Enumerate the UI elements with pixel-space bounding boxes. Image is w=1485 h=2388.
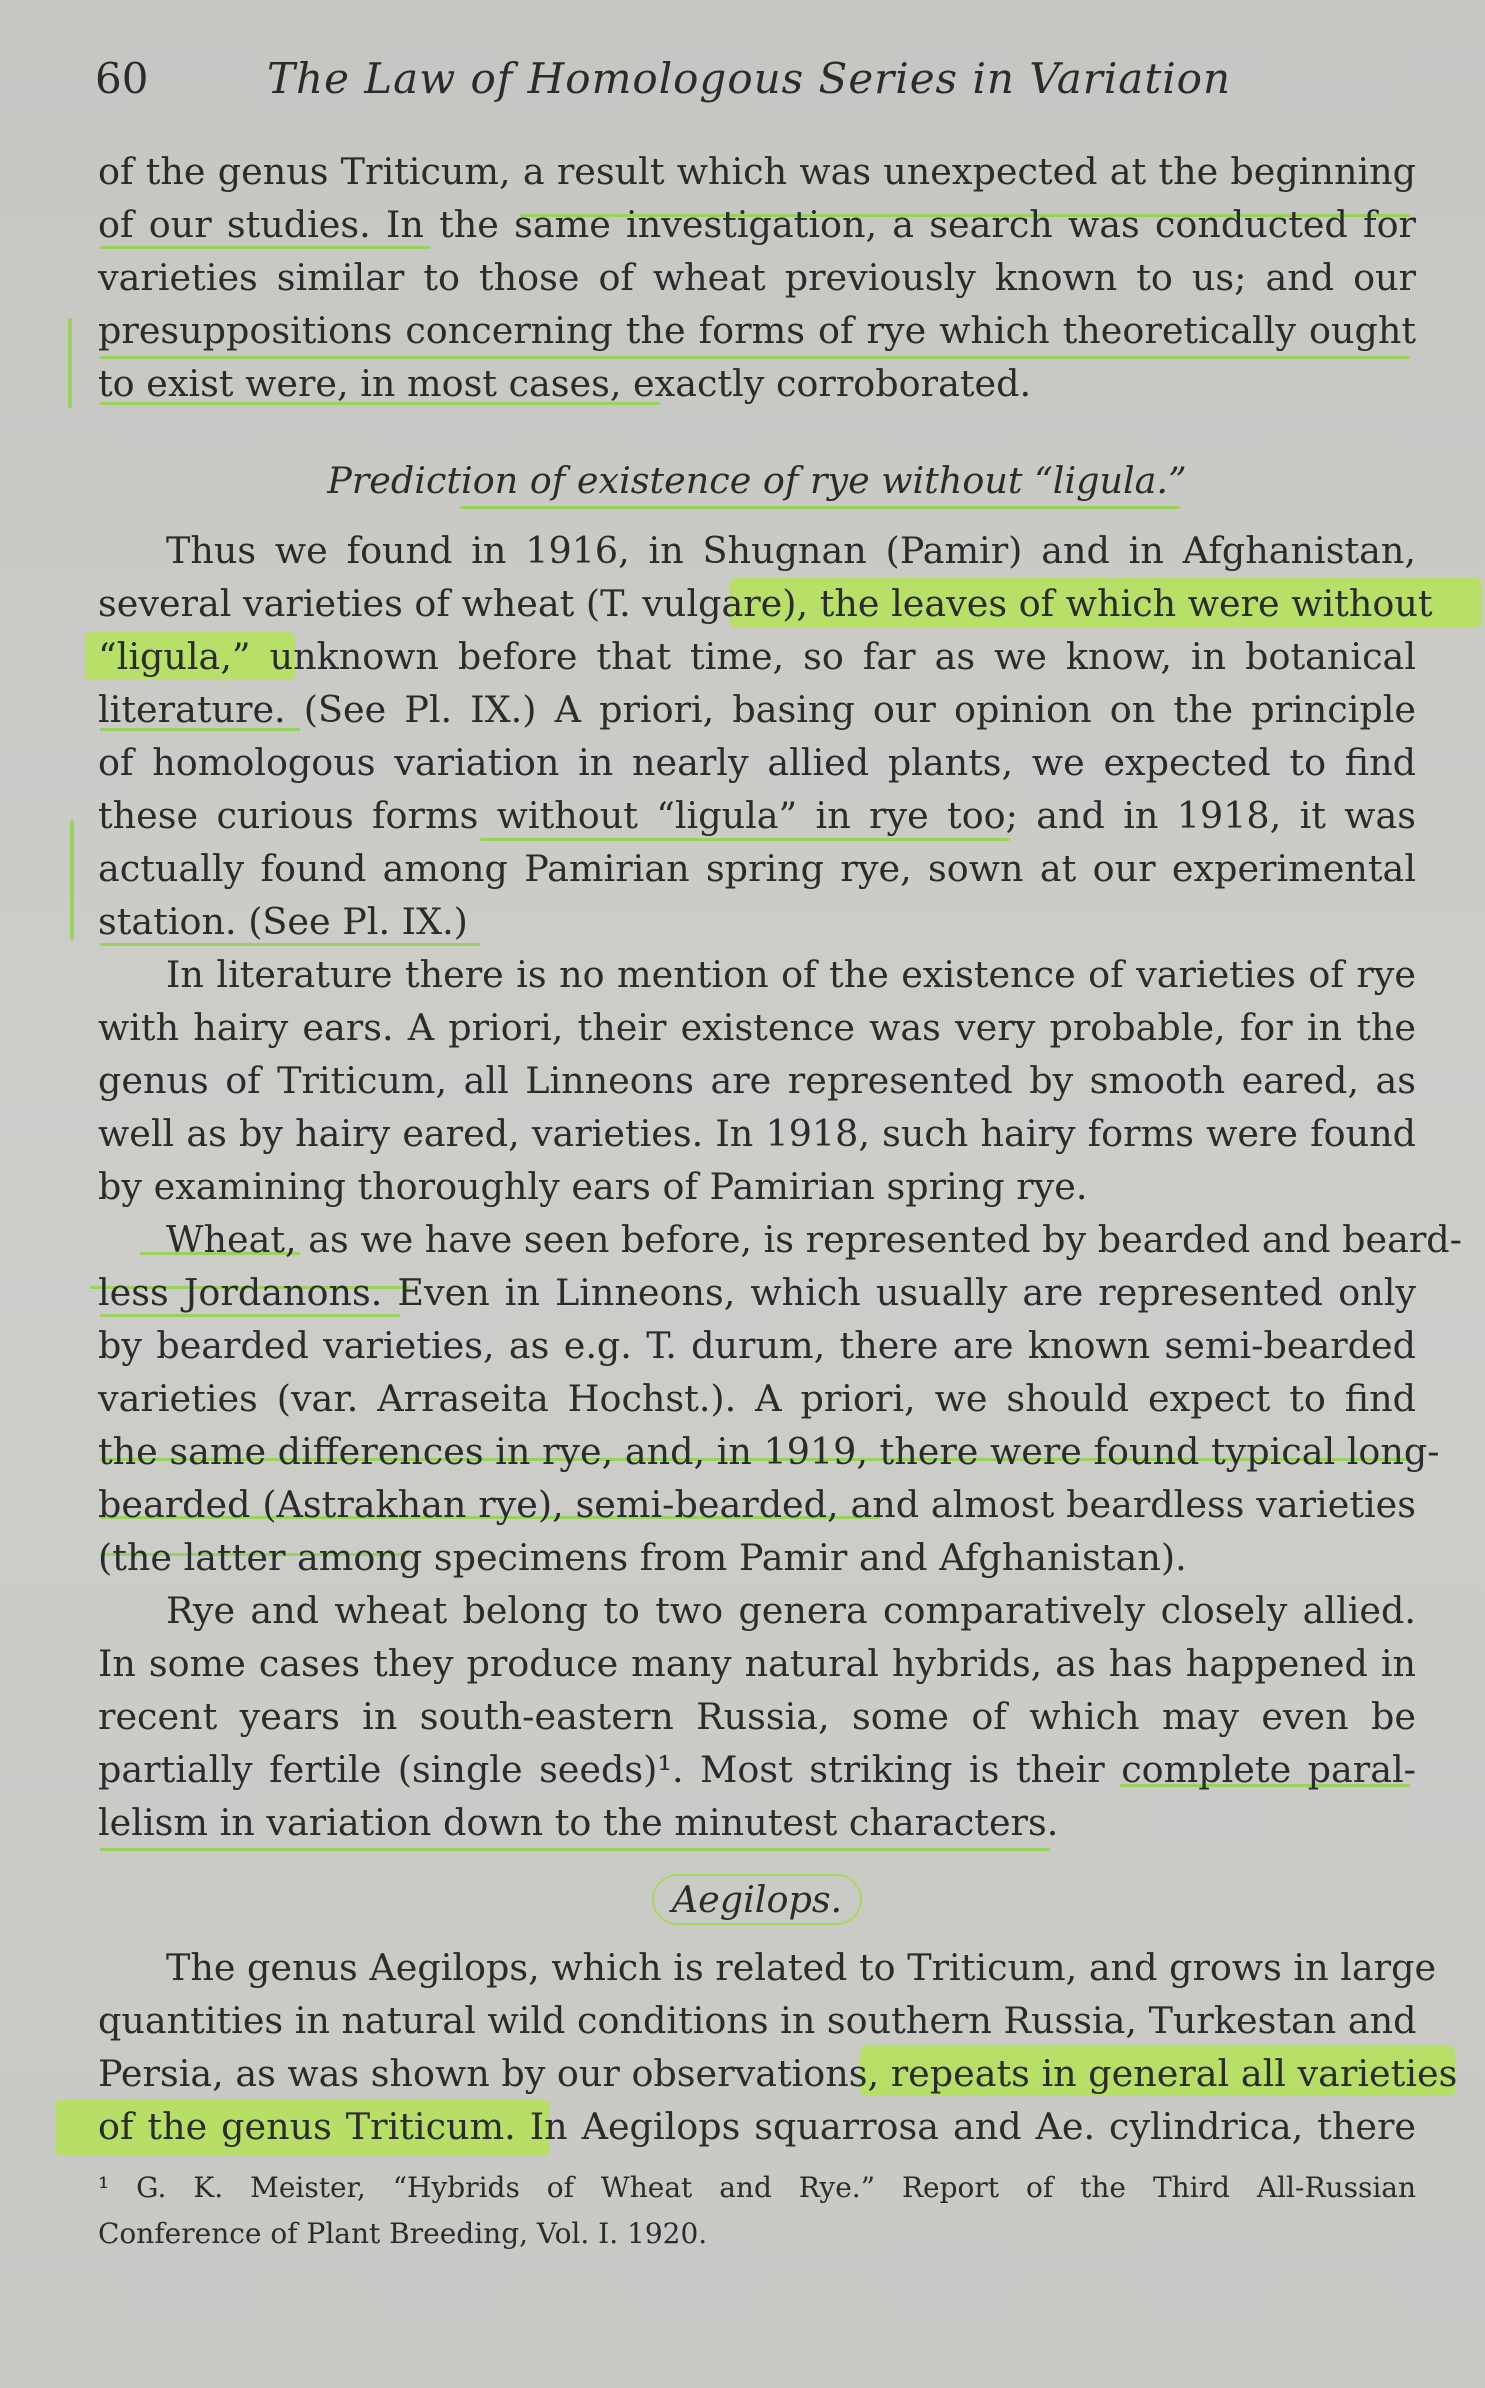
text-line: varieties (var. Arraseita Hochst.). A priori, we should expect to find xyxy=(98,1377,1416,1420)
text-line: of the genus Triticum. In Aegilops squarrosa and Ae. cylindrica, there xyxy=(98,2105,1416,2148)
text-line: of homologous variation in nearly allied plants, we expected to find xyxy=(98,741,1416,784)
section-heading-rye-without-ligula: Prediction of existence of rye without “ligula.” xyxy=(327,459,1187,502)
text-line: of the genus Triticum, a result which was unexpected at the beginning xyxy=(98,150,1416,193)
text-line: several varieties of wheat (T. vulgare), the leaves of which were without xyxy=(98,582,1433,625)
text-line: presuppositions concerning the forms of rye which theoretically ought xyxy=(98,309,1416,352)
page-number: 60 xyxy=(95,54,149,103)
text-line: bearded (Astrakhan rye), semi-bearded, and almost beardless varieties xyxy=(98,1483,1416,1526)
footnote-line: ¹ G. K. Meister, “Hybrids of Wheat and Rye.” Report of the Third All-Russian xyxy=(98,2171,1416,2204)
text-line: Wheat, as we have seen before, is represented by bearded and beard- xyxy=(166,1218,1462,1261)
text-line: less Jordanons. Even in Linneons, which usually are represented only xyxy=(98,1271,1416,1314)
section-heading-aegilops: Aegilops. xyxy=(98,1873,1416,1927)
text-line: lelism in variation down to the minutest characters. xyxy=(98,1801,1059,1844)
text-line: the same differences in rye, and, in 1919, there were found typical long- xyxy=(98,1430,1440,1473)
text-line: by bearded varieties, as e.g. T. durum, there are known semi-bearded xyxy=(98,1324,1416,1367)
margin-bar-1 xyxy=(68,318,72,408)
text-line: varieties similar to those of wheat previously known to us; and our xyxy=(98,256,1416,299)
text-line: partially fertile (single seeds)¹. Most striking is their complete paral- xyxy=(98,1748,1416,1791)
text-line: by examining thoroughly ears of Pamirian spring rye. xyxy=(98,1165,1088,1208)
margin-bar-2 xyxy=(70,820,74,940)
text-line: (the latter among specimens from Pamir and Afghanistan). xyxy=(98,1536,1187,1579)
text-line: with hairy ears. A priori, their existence was very probable, for in the xyxy=(98,1006,1416,1049)
text-line: “ligula,” unknown before that time, so far as we know, in botanical xyxy=(98,635,1416,678)
text-line: recent years in south-eastern Russia, some of which may even be xyxy=(98,1695,1416,1738)
text-line: station. (See Pl. IX.) xyxy=(98,900,468,943)
footnote-line: Conference of Plant Breeding, Vol. I. 1920. xyxy=(98,2217,708,2250)
running-header xyxy=(95,44,1415,114)
text-line: of our studies. In the same investigation, a search was conducted for xyxy=(98,203,1416,246)
text-line: genus of Triticum, all Linneons are represented by smooth eared, as xyxy=(98,1059,1416,1102)
text-line: these curious forms without “ligula” in rye too; and in 1918, it was xyxy=(98,794,1416,837)
text-line: Thus we found in 1916, in Shugnan (Pamir) and in Afghanistan, xyxy=(166,529,1416,572)
text-line: Persia, as was shown by our observations, repeats in general all varieties xyxy=(98,2052,1458,2095)
running-title: The Law of Homologous Series in Variation xyxy=(267,54,1231,103)
text-line: quantities in natural wild conditions in southern Russia, Turkestan and xyxy=(98,1999,1417,2042)
text-line: well as by hairy eared, varieties. In 1918, such hairy forms were found xyxy=(98,1112,1416,1155)
text-line: Rye and wheat belong to two genera comparatively closely allied. xyxy=(166,1589,1416,1632)
text-line: In some cases they produce many natural hybrids, as has happened in xyxy=(98,1642,1416,1685)
text-line: In literature there is no mention of the existence of varieties of rye xyxy=(166,953,1416,996)
text-line: actually found among Pamirian spring rye, sown at our experimental xyxy=(98,847,1416,890)
text-line: The genus Aegilops, which is related to Triticum, and grows in large xyxy=(166,1946,1437,1989)
text-line: to exist were, in most cases, exactly corroborated. xyxy=(98,362,1032,405)
text-line: literature. (See Pl. IX.) A priori, basing our opinion on the principle xyxy=(98,688,1416,731)
